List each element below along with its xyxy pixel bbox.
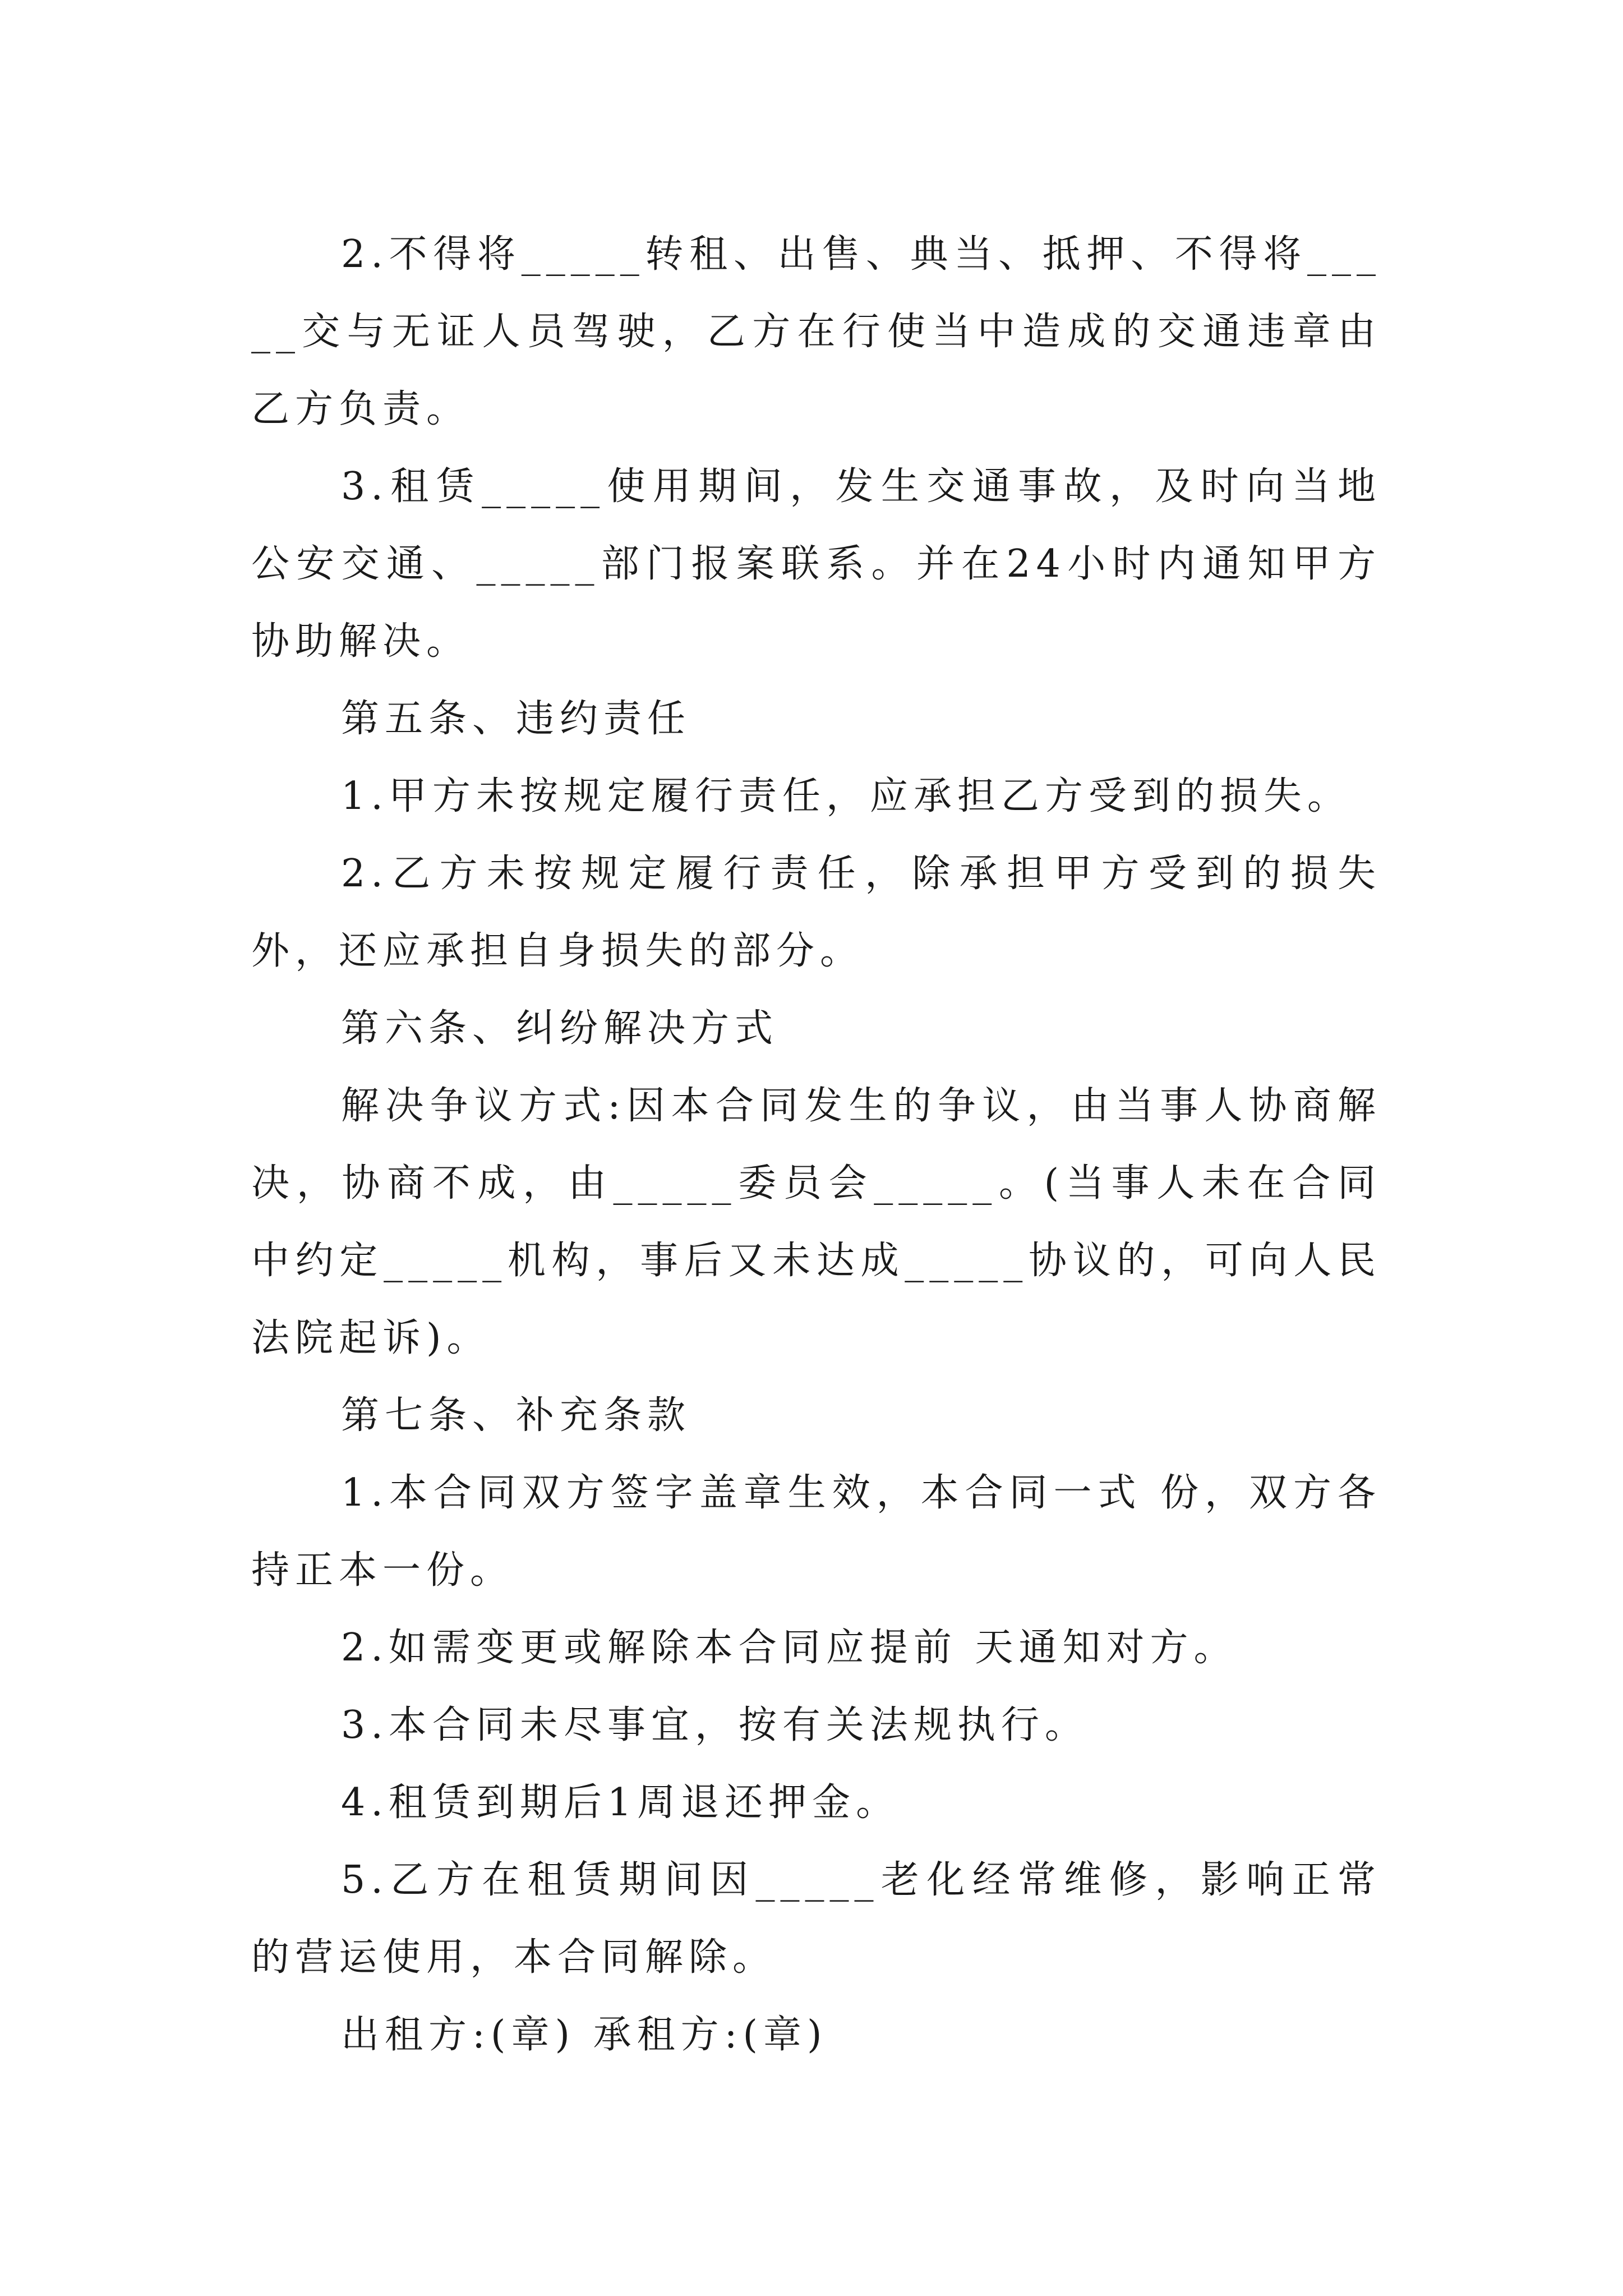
section-heading-article-7: 第七条、补充条款 [341, 1393, 691, 1438]
clause-7-item-4: 4.租赁到期后1周退还押金。 [341, 1780, 900, 1825]
clause-5-item-1: 1.甲方未按规定履行责任，应承担乙方受到的损失。 [341, 774, 1351, 818]
clause-4-item-3: 3.租赁_____使用期间，发生交通事故，及时向当地公安交通、_____部门报案联系。并在24小时内通知甲方协助解决。 [251, 464, 1381, 664]
signature-line: 出租方:(章) 承租方:(章) [341, 2013, 828, 2057]
section-heading-article-6: 第六条、纠纷解决方式 [341, 1006, 779, 1051]
document-body [251, 216, 1381, 2074]
clause-7-item-1: 1.本合同双方签字盖章生效，本合同一式 份，双方各持正本一份。 [251, 1471, 1381, 1593]
clause-7-item-3: 3.本合同未尽事宜，按有关法规执行。 [341, 1703, 1089, 1747]
clause-6-dispute-resolution: 解决争议方式:因本合同发生的争议，由当事人协商解决，协商不成，由_____委员会_____。(当事人未在合同中约定_____机构，事后又未达成_____协议的，可向人民法院起诉)。 [251, 1084, 1381, 1360]
section-heading-article-5: 第五条、违约责任 [341, 697, 691, 741]
clause-4-item-2: 2.不得将_____转租、出售、典当、抵押、不得将_____交与无证人员驾驶，乙方在行使当中造成的交通违章由乙方负责。 [251, 232, 1381, 431]
clause-5-item-2: 2.乙方未按规定履行责任，除承担甲方受到的损失外，还应承担自身损失的部分。 [251, 852, 1381, 973]
clause-7-item-5: 5.乙方在租赁期间因_____老化经常维修，影响正常的营运使用，本合同解除。 [251, 1858, 1381, 1980]
clause-7-item-2: 2.如需变更或解除本合同应提前 天通知对方。 [341, 1626, 1238, 1670]
